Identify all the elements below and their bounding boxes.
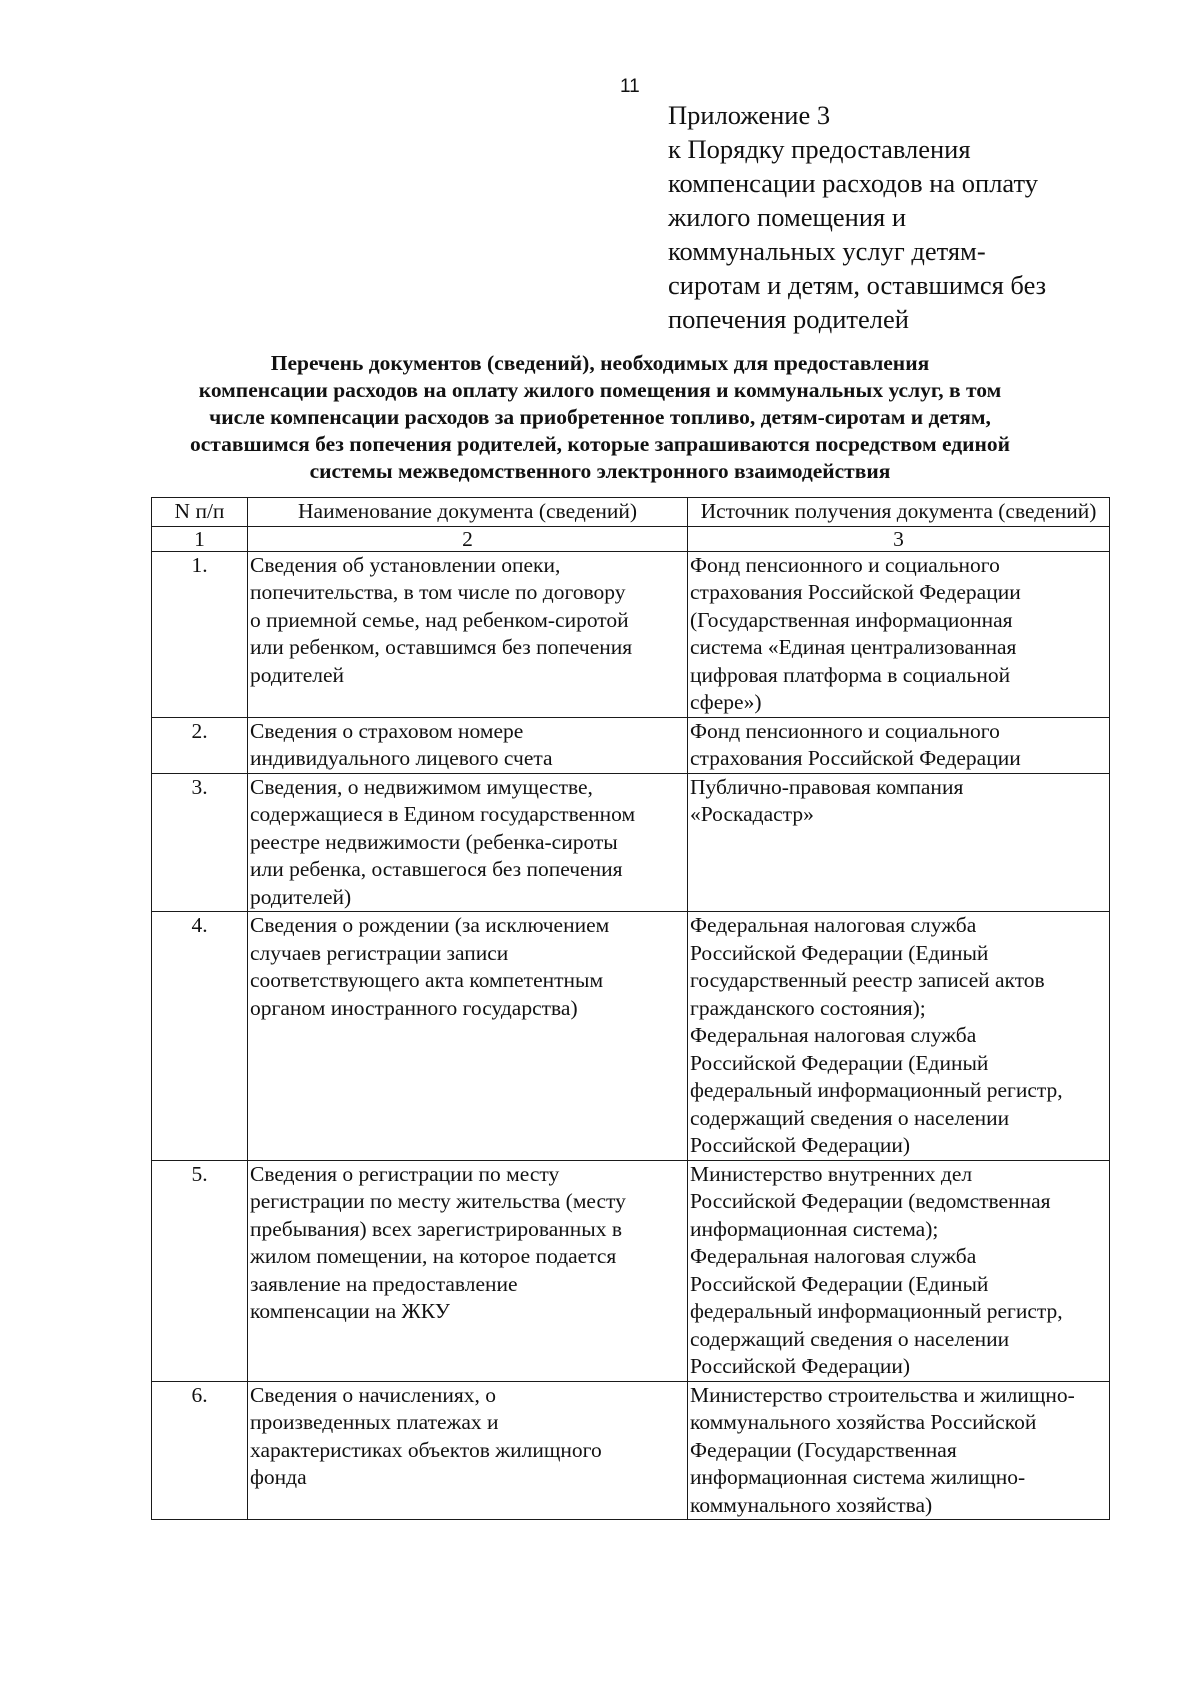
document-name-line: Сведения об установлении опеки,: [250, 552, 561, 577]
header-document-name: Наименование документа (сведений): [248, 498, 688, 527]
source-line: «Роскадастр»: [690, 802, 814, 826]
source-line: содержащий сведения о населении: [690, 1105, 1010, 1130]
source-line: (Государственная информационная: [690, 607, 1013, 632]
source-line: федеральный информационный регистр,: [690, 1299, 1063, 1323]
source-line: Публично-правовая компания: [690, 774, 964, 799]
source-line: федеральный информационный регистр,: [690, 1078, 1063, 1102]
document-name-line: жилом помещении, на которое подается: [250, 1244, 617, 1268]
source-cell: [688, 912, 1110, 1161]
appendix-line: Приложение 3: [668, 100, 831, 130]
source-line: Министерство внутренних дел: [690, 1161, 973, 1186]
document-title: [140, 350, 1060, 485]
appendix-line: жилого помещения и: [668, 202, 907, 232]
source-line: система «Единая централизованная: [690, 635, 1017, 659]
appendix-line: к Порядку предоставления: [668, 134, 971, 164]
source-line: цифровая платформа в социальной: [690, 662, 1011, 687]
title-line: оставшимся без попечения родителей, которые запрашиваются посредством единой: [189, 432, 1011, 456]
document-name-line: родителей: [250, 662, 345, 687]
document-name-line: регистрации по месту жительства (месту: [250, 1189, 626, 1213]
document-name-cell: [248, 717, 688, 773]
document-name-line: попечительства, в том числе по договору: [250, 580, 626, 604]
page-number: 11: [620, 76, 640, 97]
table-row: [152, 1381, 1110, 1520]
appendix-line: попечения родителей: [668, 304, 909, 334]
source-line: содержащий сведения о населении: [690, 1326, 1010, 1351]
document-name-line: фонда: [250, 1465, 307, 1489]
source-line: Федеральная налоговая служба: [690, 1023, 977, 1047]
column-number: 3: [688, 526, 1110, 551]
source-line: государственный реестр записей актов: [690, 968, 1045, 992]
source-line: Российской Федерации (Единый: [690, 940, 989, 965]
source-line: сфере»): [690, 690, 762, 714]
source-line: Фонд пенсионного и социального: [690, 718, 1000, 743]
table-row: [152, 912, 1110, 1161]
source-line: Российской Федерации (ведомственная: [690, 1189, 1051, 1213]
document-name-line: родителей): [250, 884, 352, 909]
document-name-cell: [248, 773, 688, 912]
document-name-line: заявление на предоставление: [250, 1271, 518, 1296]
document-name-line: содержащиеся в Едином государственном: [250, 802, 636, 826]
source-line: Фонд пенсионного и социального: [690, 552, 1000, 577]
documents-table: [151, 497, 1110, 1520]
table-row: [152, 551, 1110, 717]
document-name-line: Сведения, о недвижимом имуществе,: [250, 774, 593, 799]
table-body: [152, 551, 1110, 1520]
source-line: Российской Федерации (Единый: [690, 1271, 989, 1296]
document-name-line: компенсации на ЖКУ: [250, 1299, 450, 1323]
source-line: страхования Российской Федерации: [690, 746, 1021, 770]
source-cell: [688, 1381, 1110, 1520]
table-row: [152, 717, 1110, 773]
table-row: [152, 1160, 1110, 1381]
source-line: Федерации (Государственная: [690, 1437, 957, 1462]
source-line: Министерство строительства и жилищно-: [690, 1382, 1075, 1407]
source-line: гражданского состояния);: [690, 995, 926, 1020]
document-name-cell: [248, 912, 688, 1161]
document-name-line: Сведения о регистрации по месту: [250, 1161, 560, 1186]
source-line: Российской Федерации): [690, 1354, 911, 1378]
document-name-line: соответствующего акта компетентным: [250, 968, 604, 992]
appendix-line: сиротам и детям, оставшимся без: [668, 270, 1047, 300]
document-name-line: Сведения о страховом номере: [250, 718, 524, 743]
row-number: 3.: [152, 773, 248, 912]
document-name-line: органом иностранного государства): [250, 995, 578, 1020]
table-row: [152, 773, 1110, 912]
document-name-cell: [248, 551, 688, 717]
column-number: 1: [152, 526, 248, 551]
title-line: системы межведомственного электронного взаимодействия: [309, 459, 891, 483]
source-line: информационная система);: [690, 1216, 939, 1241]
document-name-line: характеристиках объектов жилищного: [250, 1437, 602, 1462]
row-number: 5.: [152, 1160, 248, 1381]
source-cell: [688, 717, 1110, 773]
row-number: 6.: [152, 1381, 248, 1520]
document-name-line: Сведения о начислениях, о: [250, 1382, 496, 1407]
source-cell: [688, 551, 1110, 717]
column-number: 2: [248, 526, 688, 551]
column-number-row: [152, 526, 1110, 551]
row-number: 4.: [152, 912, 248, 1161]
document-name-cell: [248, 1160, 688, 1381]
source-cell: [688, 1160, 1110, 1381]
source-line: информационная система жилищно-: [690, 1465, 1026, 1489]
document-name-cell: [248, 1381, 688, 1520]
source-line: Российской Федерации (Единый: [690, 1050, 989, 1075]
source-line: коммунального хозяйства): [690, 1492, 933, 1517]
source-line: Федеральная налоговая служба: [690, 913, 977, 937]
document-name-line: или ребенка, оставшегося без попечения: [250, 857, 623, 881]
document-name-line: пребывания) всех зарегистрированных в: [250, 1216, 622, 1241]
title-line: Перечень документов (сведений), необходимых для предоставления: [270, 351, 930, 375]
appendix-line: компенсации расходов на оплату: [668, 168, 1038, 198]
appendix-block: [668, 98, 1108, 336]
document-name-line: или ребенком, оставшимся без попечения: [250, 635, 633, 659]
source-cell: [688, 773, 1110, 912]
source-line: страхования Российской Федерации: [690, 580, 1021, 604]
title-line: компенсации расходов на оплату жилого помещения и коммунальных услуг, в том: [198, 378, 1002, 402]
title-line: числе компенсации расходов за приобретенное топливо, детям-сиротам и детям,: [209, 405, 991, 429]
document-name-line: Сведения о рождении (за исключением: [250, 913, 610, 937]
header-source: Источник получения документа (сведений): [688, 498, 1110, 527]
source-line: Федеральная налоговая служба: [690, 1244, 977, 1268]
source-line: коммунального хозяйства Российской: [690, 1410, 1037, 1434]
document-name-line: случаев регистрации записи: [250, 940, 509, 965]
header-number: N п/п: [152, 498, 248, 527]
document-name-line: произведенных платежах и: [250, 1410, 499, 1434]
document-name-line: реестре недвижимости (ребенка-сироты: [250, 829, 618, 854]
document-name-line: о приемной семье, над ребенком-сиротой: [250, 607, 629, 632]
row-number: 1.: [152, 551, 248, 717]
document-name-line: индивидуального лицевого счета: [250, 746, 553, 770]
source-line: Российской Федерации): [690, 1133, 911, 1157]
table-header-row: [152, 498, 1110, 527]
appendix-line: коммунальных услуг детям-: [668, 236, 986, 266]
row-number: 2.: [152, 717, 248, 773]
